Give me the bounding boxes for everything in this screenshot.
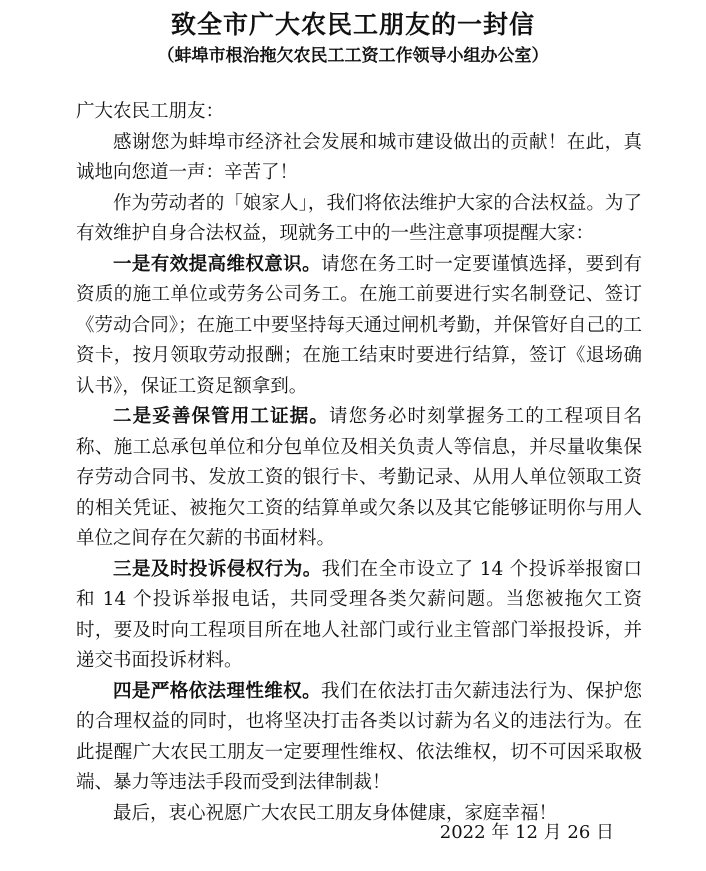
intro-paragraph-reminder: 作为劳动者的「娘家人」，我们将依法维护大家的合法权益。为了有效维护自身合法权益，现就务工中的一些注意事项提醒大家： — [76, 192, 642, 244]
letter-title: 致全市广大农民工朋友的一封信 — [170, 10, 535, 39]
point-heading-2: 二是妥善保管用工证据。 — [113, 406, 329, 427]
letter-date: 2022 年 12 月 26 日 — [439, 822, 614, 843]
salutation: 广大农民工朋友： — [76, 101, 225, 122]
letter-body — [76, 97, 642, 829]
point-heading-3: 三是及时投诉侵权行为。 — [113, 558, 322, 580]
intro-paragraph-thanks: 感谢您为蚌埠市经济社会发展和城市建设做出的贡献！在此，真诚地向您道一声：辛苦了！ — [76, 131, 642, 183]
point-text-4: 我们在依法打击欠薪违法行为、保护您的合理权益的同时，也将坚决打击各类以讨薪为名义的违法行为。在此提醒广大农民工朋友一定要理性维权、依法维权，切不可因采取极端、暴力等违法手段而受到法律制裁！ — [76, 680, 642, 793]
point-heading-1: 一是有效提高维权意识。 — [113, 253, 321, 275]
point-paragraph-2 — [76, 402, 642, 555]
point-paragraph-4 — [76, 677, 642, 799]
point-text-3: 我们在全市设立了 14 个投诉举报窗口和 14 个投诉举报电话，共同受理各类欠薪问题。当您被拖欠工资时，要及时向工程项目所在地人社部门或行业主管部门举报投诉，并递交书面投诉材料。 — [76, 558, 642, 671]
closing-paragraph: 最后，衷心祝愿广大农民工朋友身体健康，家庭幸福！ — [113, 802, 558, 824]
point-paragraph-3 — [76, 555, 642, 677]
point-paragraph-1 — [76, 250, 642, 403]
letter-subtitle: （蚌埠市根治拖欠农民工工资工作领导小组办公室） — [157, 46, 549, 66]
point-text-2: 请您务必时刻掌握务工的工程项目名称、施工总承包单位和分包单位及相关负责人等信息，并尽量收集保存劳动合同书、发放工资的银行卡、考勤记录、从用人单位领取工资的相关凭证、被拖欠工资的结算单或欠条以及其它能够证明你与用人单位之间存在欠薪的书面材料。 — [76, 406, 642, 549]
point-text-1: 请您在务工时一定要谨慎选择，要到有资质的施工单位或劳务公司务工。在施工前要进行实名制登记、签订《劳动合同》；在施工中要坚持每天通过闸机考勤，并保管好自己的工资卡，按月领取劳动报酬；在施工结束时要进行结算，签订《退场确认书》，保证工资足额拿到。 — [76, 253, 642, 397]
point-heading-4: 四是严格依法理性维权。 — [113, 680, 321, 702]
